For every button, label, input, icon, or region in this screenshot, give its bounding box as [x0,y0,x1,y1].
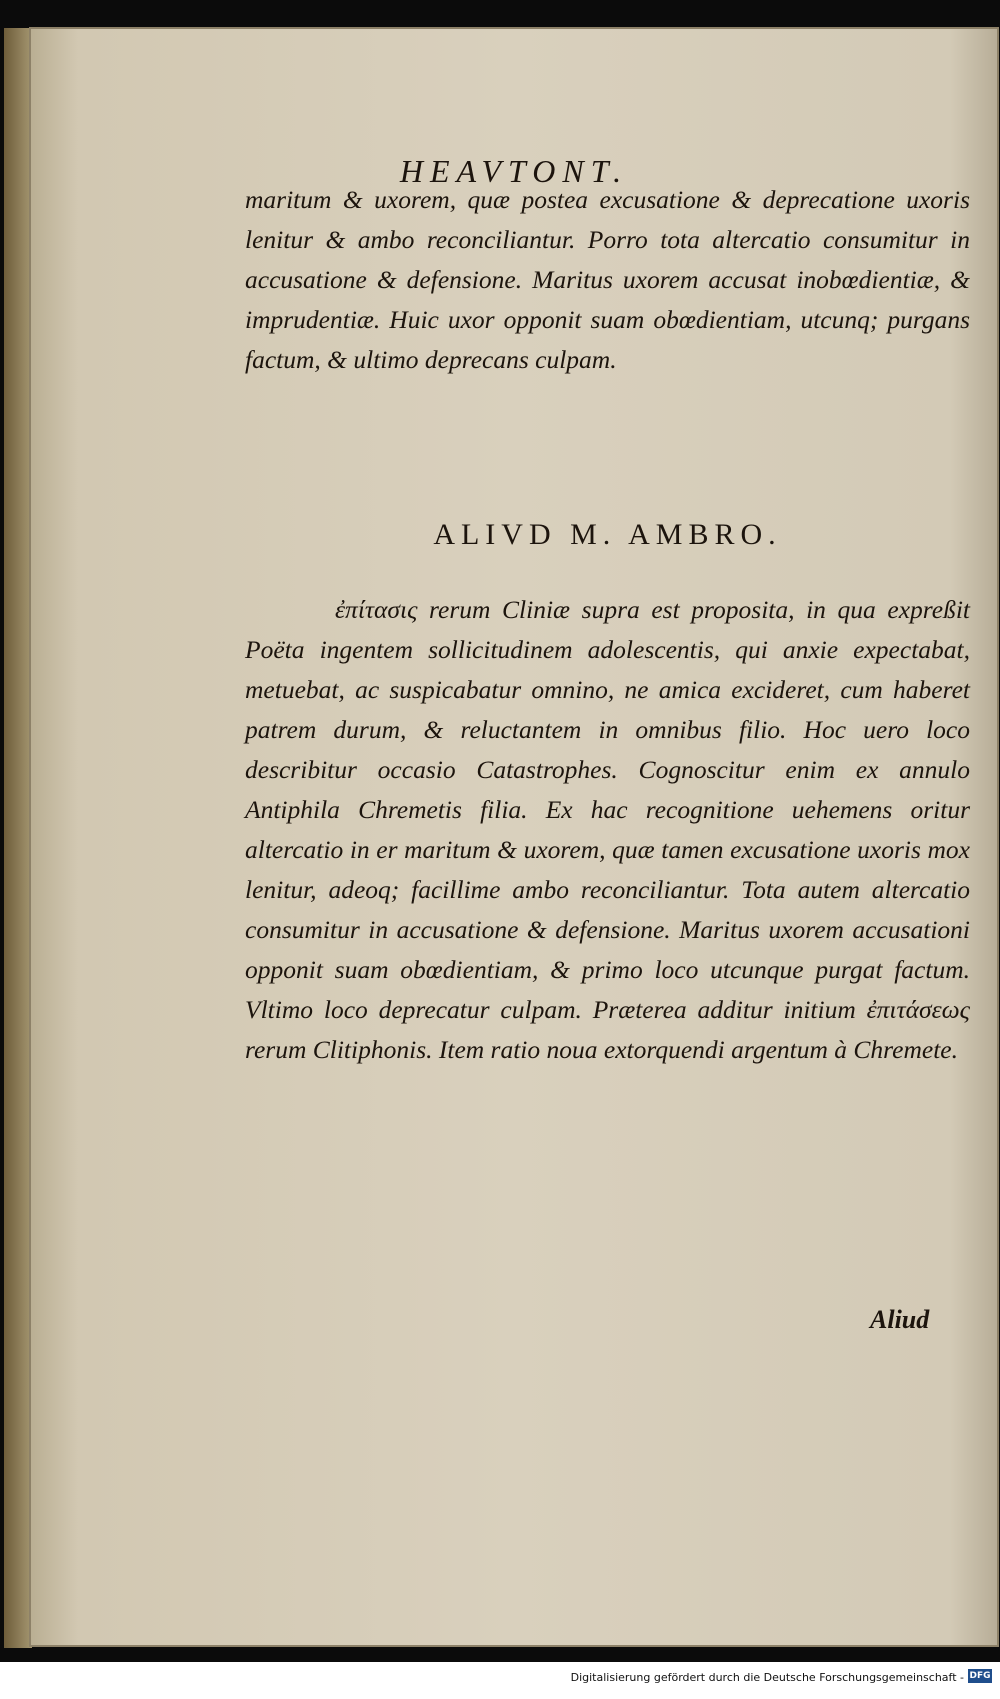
catchword: Aliud [870,1305,930,1334]
digitization-credit: Digitalisierung gefördert durch die Deutsche Forschungsgemeinschaft - [570,1671,964,1684]
paragraph-aliud-argument: ἐπίτασις rerum Cliniæ supra est proposita, in qua expreßit Poëta ingentem sollicitudinem adolescentis, qui anxie expectabat, metuebat, ac suspicabatur omnino, ne amica excideret, cum haberet patrem durum, & reluctantem in omnibus filio. Hoc uero loco describitur occasio Catastrophes. Cognoscitur enim ex annulo Antiphila Chremetis filia. Ex hac recognitione uehemens oritur altercatio in er maritum & uxorem, quæ tamen excusatione uxoris mox lenitur, adeoq; facillime ambo reconciliantur. Tota autem altercatio consumitur in accusatione & defensione. Maritus uxorem accusationi opponit suam obœdientiam, & primo loco utcunque purgat factum. Vltimo loco deprecatur culpam. Præterea additur initium ἐπιτάσεως rerum Clitiphonis. Item ratio noua extorquendi argentum à Chremete. [245,595,970,1064]
running-head: HEAVTONT. [399,153,629,189]
paragraph-argument-continued: maritum & uxorem, quæ postea excusatione & deprecatione uxoris lenitur & ambo reconciliantur. Porro tota altercatio consumitur in accusatione & defensione. Maritus uxorem accusat inobœdientiæ, & imprudentiæ. Huic uxor opponit suam obœdientiam, utcunq; purgans factum, & ultimo deprecans culpam. [245,185,970,374]
section-heading: ALIVD M. AMBRO. [433,518,782,551]
dfg-logo-icon: DFG [969,1671,991,1681]
